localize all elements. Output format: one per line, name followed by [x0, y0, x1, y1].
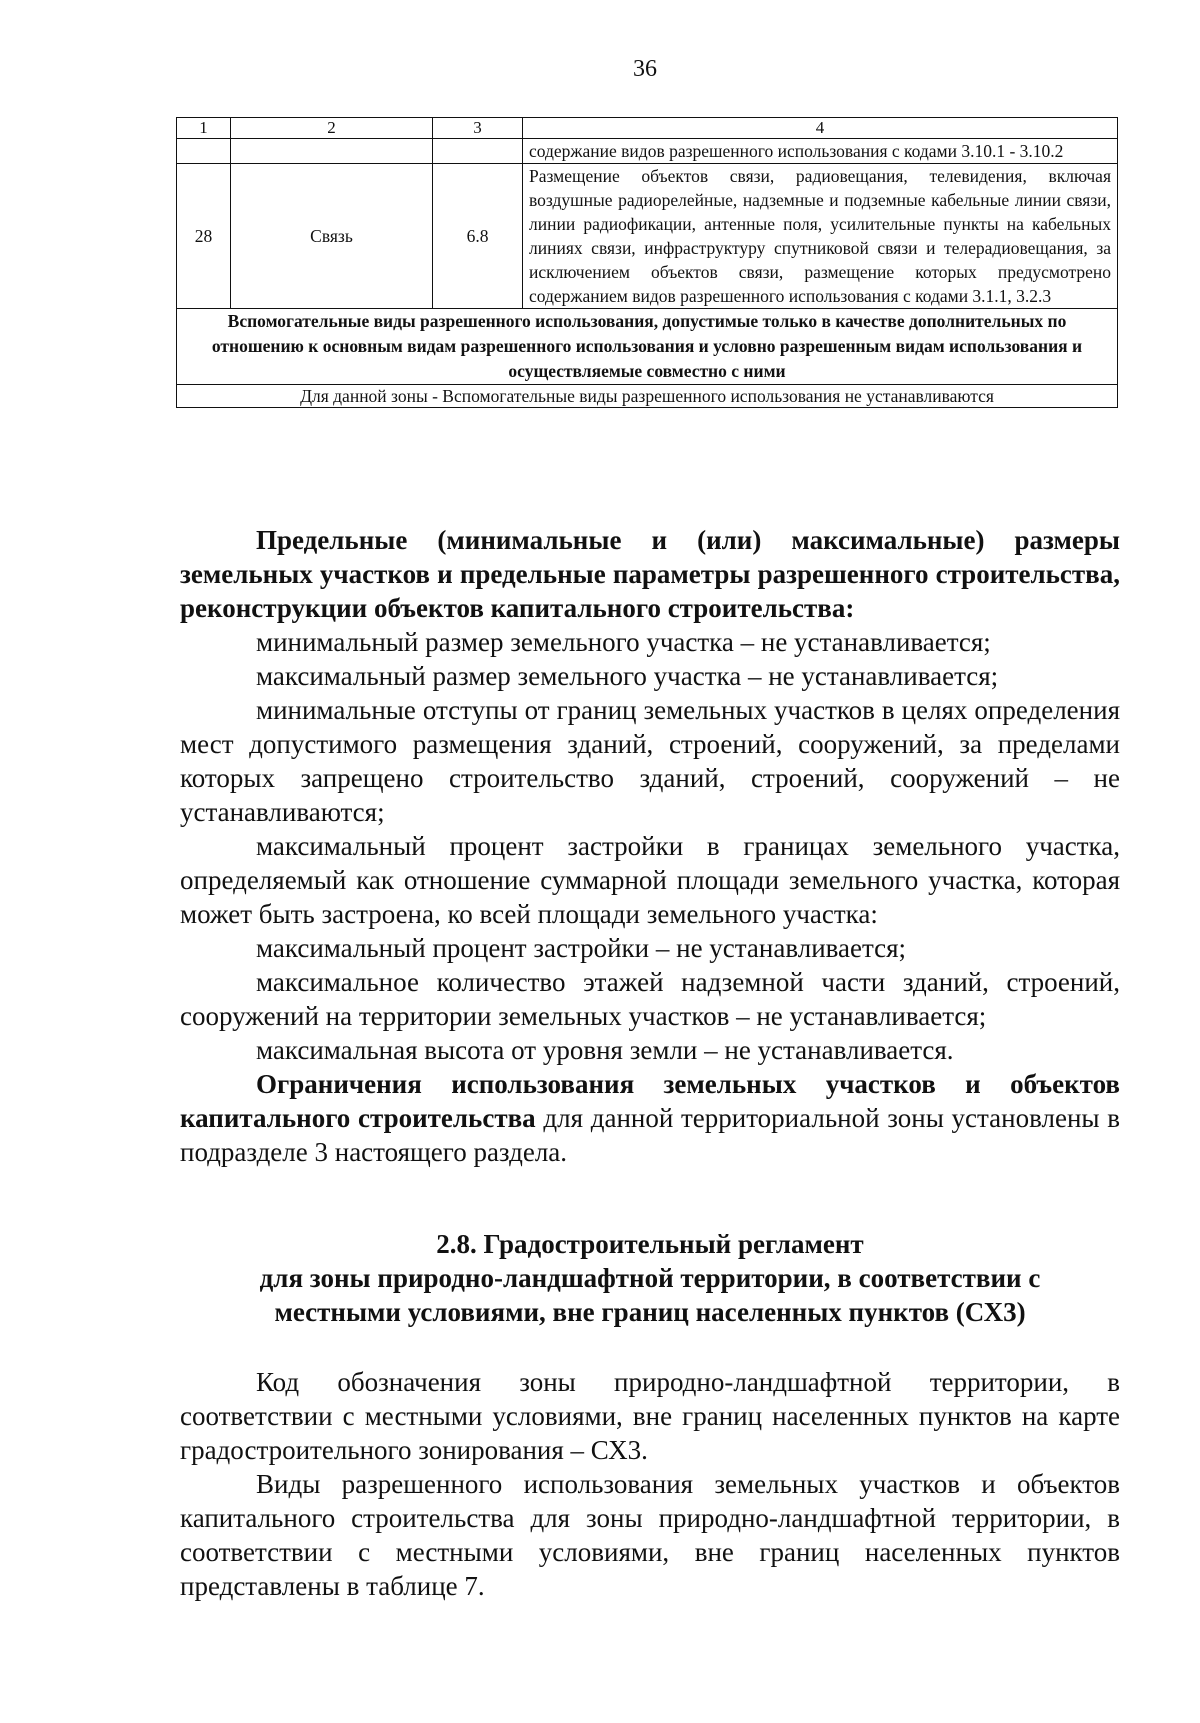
aux-uses-title: Вспомогательные виды разрешенного использования, допустимые только в качестве дополнительных по отношению к основным видам разрешенного использования и условно разрешенным видам использования и осуществляемые совместно с ними: [177, 309, 1118, 385]
table-cell-name: [231, 139, 433, 164]
table-cell-name: Связь: [231, 164, 433, 309]
permitted-uses-paragraph: Виды разрешенного использования земельных участков и объектов капитального строительства для зоны природно-ландшафтной территории, в соответствии с местными условиями, вне границ населенных пунктов представлены в таблице 7.: [180, 1469, 1120, 1601]
table-row-aux-title: [177, 309, 1118, 385]
limits-item: максимальное количество этажей надземной части зданий, строений, сооружений на территории земельных участков – не устанавливается;: [180, 967, 1120, 1031]
table-cell-code: [433, 139, 523, 164]
limits-item: максимальный процент застройки в границах земельного участка, определяемый как отношение суммарной площади земельного участка, которая может быть застроена, ко всей площади земельного участка:: [180, 831, 1120, 929]
table-header-row: [177, 118, 1118, 139]
table-cell-code: 6.8: [433, 164, 523, 309]
limits-item: максимальная высота от уровня земли – не устанавливается.: [256, 1035, 954, 1065]
table-cell-description: Размещение объектов связи, радиовещания, телевидения, включая воздушные радиорелейные, надземные и подземные кабельные линии связи, линии радиофикации, антенные поля, усилительные пункты на кабельных линиях связи, инфраструктуру спутниковой связи и телерадиовещания, за исключением объектов связи, размещение которых предусмотрено содержанием видов разрешенного использования с кодами 3.1.1, 3.2.3: [523, 164, 1118, 309]
section-title-line: 2.8. Градостроительный регламент: [436, 1229, 864, 1259]
table-row-28: [177, 164, 1118, 309]
zone-code-paragraph: Код обозначения зоны природно-ландшафтной территории, в соответствии с местными условиями, вне границ населенных пунктов на карте градостроительного зонирования – СХ3.: [180, 1367, 1120, 1465]
table-cell-num: [177, 139, 231, 164]
table-header-cell: 2: [231, 118, 433, 139]
aux-uses-note: Для данной зоны - Вспомогательные виды разрешенного использования не устанавливаются: [177, 385, 1118, 408]
restrictions-text: для данной территориальной зоны установлены в подразделе 3 настоящего раздела.: [180, 1103, 1120, 1167]
section-title-line: для зоны природно-ландшафтной территории, в соответствии с: [259, 1263, 1041, 1293]
limits-item: максимальный процент застройки – не устанавливается;: [256, 933, 907, 963]
section-title-line: местными условиями, вне границ населенных пунктов (СХ3): [274, 1297, 1026, 1327]
limits-item: минимальные отступы от границ земельных участков в целях определения мест допустимого размещения зданий, строений, сооружений, за пределами которых запрещено строительство зданий, строений, сооружений – не устанавливаются;: [180, 695, 1120, 827]
table-cell-num: 28: [177, 164, 231, 309]
limits-heading: Предельные (минимальные и (или) максимальные) размеры земельных участков и предельные параметры разрешенного строительства, реконструкции объектов капитального строительства:: [180, 525, 1120, 623]
limits-item: максимальный размер земельного участка – не устанавливается;: [256, 661, 999, 691]
document-body: [180, 523, 1120, 1603]
permitted-use-table: [176, 117, 1118, 408]
table-header-cell: 3: [433, 118, 523, 139]
page-number: 36: [633, 56, 657, 82]
restrictions-paragraph: [180, 1067, 1120, 1169]
table-cell-description: содержание видов разрешенного использования с кодами 3.10.1 - 3.10.2: [523, 139, 1118, 164]
restrictions-bold: Ограничения использования земельных участков и объектов капитального строительства: [180, 1069, 1120, 1133]
table-header-cell: 4: [523, 118, 1118, 139]
limits-item: минимальный размер земельного участка – не устанавливается;: [256, 627, 991, 657]
table-header-cell: 1: [177, 118, 231, 139]
table-row-aux-note: [177, 385, 1118, 408]
table-row-continuation: [177, 139, 1118, 164]
